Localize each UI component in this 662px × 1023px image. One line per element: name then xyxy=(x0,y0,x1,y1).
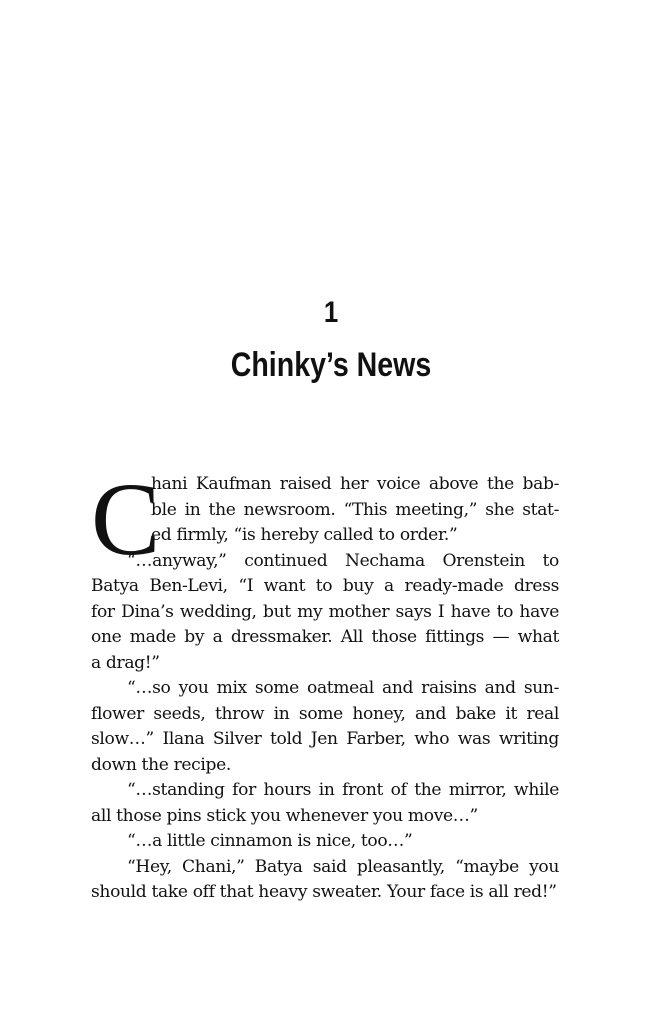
text-line: “…a little cinnamon is nice, too…” xyxy=(127,831,413,851)
text-line: flower seeds, throw in some honey, and bake it real xyxy=(91,703,559,724)
drop-cap: C xyxy=(91,462,161,577)
text-line: Batya Ben-Levi, “I want to buy a ready-made dress xyxy=(91,576,559,596)
text-line: ed firmly, “is hereby called to order.” xyxy=(151,525,458,545)
text-line: “…standing for hours in front of the mirror, while xyxy=(127,780,559,800)
chapter-title: Chinky’s News xyxy=(230,346,432,384)
chapter-number: 1 xyxy=(323,296,339,329)
text-line: one made by a dressmaker. All those fittings — what xyxy=(91,627,559,647)
text-line: all those pins stick you whenever you move…” xyxy=(91,805,478,826)
text-line: slow…” Ilana Silver told Jen Farber, who was writing xyxy=(91,729,559,749)
text-line: a drag!” xyxy=(91,652,160,673)
text-line: “Hey, Chani,” Batya said pleasantly, “maybe you xyxy=(127,856,559,877)
chapter-body xyxy=(91,462,559,906)
text-line: should take off that heavy sweater. Your face is all red!” xyxy=(91,882,557,902)
text-line: for Dina’s wedding, but my mother says I have to have xyxy=(91,601,559,622)
text-line: “…so you mix some oatmeal and raisins and sun- xyxy=(127,678,559,698)
text-line: hani Kaufman raised her voice above the bab- xyxy=(151,474,559,494)
text-line: ble in the newsroom. “This meeting,” she stat- xyxy=(151,499,559,520)
text-line: “…anyway,” continued Nechama Orenstein to xyxy=(127,550,559,571)
text-line: down the recipe. xyxy=(91,754,231,775)
